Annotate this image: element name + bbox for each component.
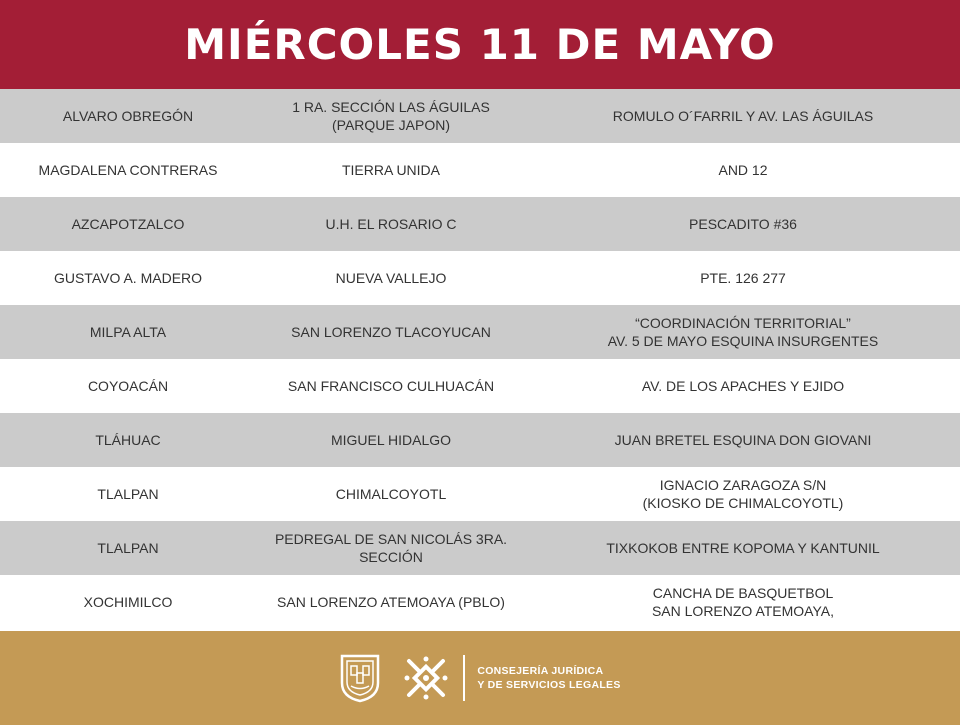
colonia-cell: NUEVA VALLEJO bbox=[335, 270, 447, 286]
colonia-cell: MIGUEL HIDALGO bbox=[330, 432, 452, 448]
ubicacion-cell: AND 12 bbox=[718, 162, 768, 178]
colonia-cell: 1 RA. SECCIÓN LAS ÁGUILAS (PARQUE JAPON) bbox=[292, 99, 490, 133]
ubicacion-cell: CANCHA DE BASQUETBOL SAN LORENZO ATEMOAYA, bbox=[651, 585, 835, 619]
table-row bbox=[0, 575, 960, 629]
table-row bbox=[0, 521, 960, 575]
cdmx-x-mark-icon bbox=[401, 653, 451, 703]
ubicacion-cell: PESCADITO #36 bbox=[689, 216, 797, 232]
alcaldia-cell: TLALPAN bbox=[97, 540, 159, 556]
schedule-table bbox=[0, 89, 960, 629]
ubicacion-cell: IGNACIO ZARAGOZA S/N (KIOSKO DE CHIMALCOYOTL) bbox=[642, 477, 844, 511]
page-header bbox=[0, 0, 960, 89]
colonia-cell: SAN LORENZO ATEMOAYA (PBLO) bbox=[277, 594, 505, 610]
organization-name bbox=[477, 664, 620, 692]
ubicacion-cell: “COORDINACIÓN TERRITORIAL” AV. 5 DE MAYO ESQUINA INSURGENTES bbox=[607, 315, 879, 349]
alcaldia-cell: TLALPAN bbox=[97, 486, 159, 502]
cdmx-shield-icon bbox=[339, 653, 381, 703]
colonia-cell: TIERRA UNIDA bbox=[341, 162, 440, 178]
org-line-1: CONSEJERÍA JURÍDICA bbox=[477, 665, 604, 677]
footer-logos bbox=[339, 653, 620, 703]
table-row bbox=[0, 413, 960, 467]
ubicacion-cell: ROMULO O´FARRIL Y AV. LAS ÁGUILAS bbox=[612, 108, 874, 124]
page-title: MIÉRCOLES 11 DE MAYO bbox=[184, 20, 776, 69]
colonia-cell: CHIMALCOYOTL bbox=[335, 486, 447, 502]
alcaldia-cell: MAGDALENA CONTRERAS bbox=[38, 162, 218, 178]
org-line-2: Y DE SERVICIOS LEGALES bbox=[477, 679, 621, 691]
alcaldia-cell: GUSTAVO A. MADERO bbox=[53, 270, 203, 286]
colonia-cell: SAN FRANCISCO CULHUACÁN bbox=[287, 378, 495, 394]
table-row bbox=[0, 143, 960, 197]
alcaldia-cell: COYOACÁN bbox=[87, 378, 169, 394]
ubicacion-cell: AV. DE LOS APACHES Y EJIDO bbox=[641, 378, 845, 394]
ubicacion-cell: PTE. 126 277 bbox=[700, 270, 786, 286]
table-row bbox=[0, 467, 960, 521]
table-row bbox=[0, 305, 960, 359]
alcaldia-cell: ALVARO OBREGÓN bbox=[62, 108, 194, 124]
colonia-cell: PEDREGAL DE SAN NICOLÁS 3RA. SECCIÓN bbox=[274, 531, 508, 565]
alcaldia-cell: XOCHIMILCO bbox=[83, 594, 173, 610]
table-row bbox=[0, 359, 960, 413]
page-footer bbox=[0, 631, 960, 725]
alcaldia-cell: AZCAPOTZALCO bbox=[71, 216, 185, 232]
ubicacion-cell: JUAN BRETEL ESQUINA DON GIOVANI bbox=[614, 432, 872, 448]
logo-divider bbox=[463, 655, 465, 701]
alcaldia-cell: TLÁHUAC bbox=[95, 432, 161, 448]
table-row bbox=[0, 89, 960, 143]
ubicacion-cell: TIXKOKOB ENTRE KOPOMA Y KANTUNIL bbox=[606, 540, 880, 556]
colonia-cell: U.H. EL ROSARIO C bbox=[325, 216, 457, 232]
alcaldia-cell: MILPA ALTA bbox=[89, 324, 167, 340]
table-row bbox=[0, 251, 960, 305]
colonia-cell: SAN LORENZO TLACOYUCAN bbox=[291, 324, 491, 340]
table-row bbox=[0, 197, 960, 251]
